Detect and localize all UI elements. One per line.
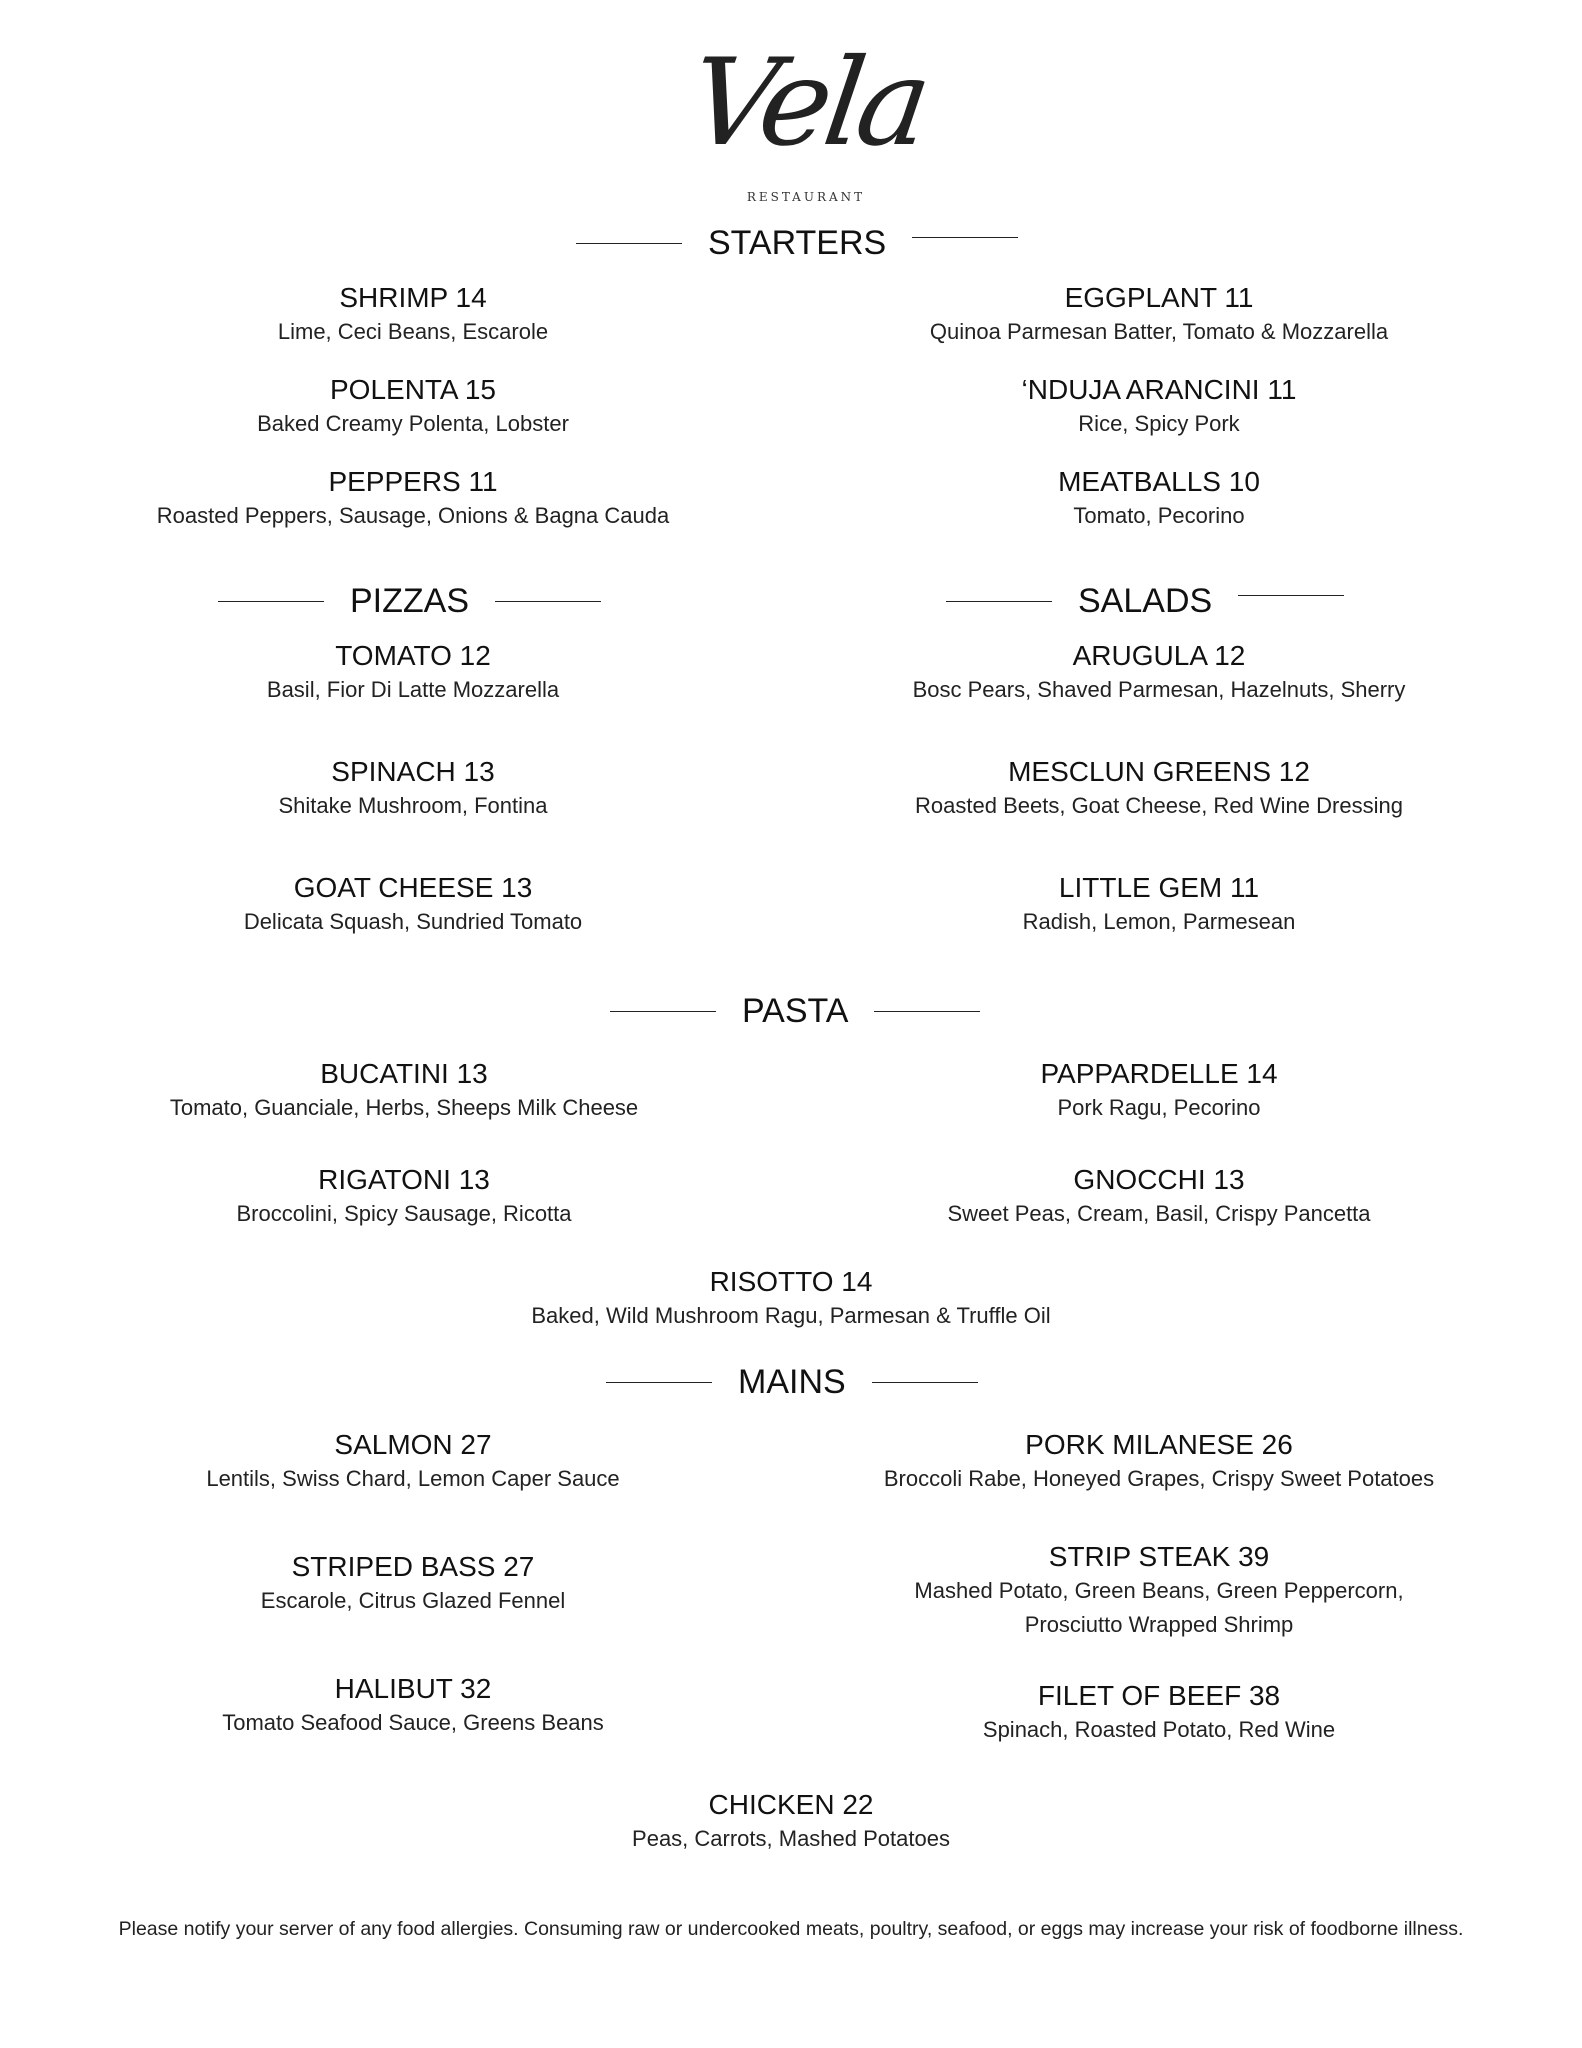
item-name: SHRIMP 14 [339, 282, 487, 313]
menu-item [100, 1428, 726, 1496]
item-description: Rice, Spicy Pork [1078, 411, 1240, 436]
section-title-pizzas: PIZZAS [350, 582, 470, 620]
menu-item [846, 1428, 1472, 1496]
menu-item [100, 755, 726, 823]
logo-subtitle: RESTAURANT [746, 190, 866, 204]
item-name: RIGATONI 13 [318, 1164, 490, 1195]
item-name: MEATBALLS 10 [1058, 466, 1260, 497]
menu-item [846, 1679, 1472, 1747]
section-title-pasta: PASTA [742, 992, 849, 1030]
item-description: Radish, Lemon, Parmesean [1022, 909, 1296, 934]
divider-line [576, 243, 682, 244]
menu-item [100, 465, 726, 533]
divider-line [606, 1382, 712, 1383]
item-description: Sweet Peas, Cream, Basil, Crispy Pancetta [947, 1201, 1371, 1226]
divider-line [218, 601, 324, 602]
menu-item [846, 281, 1472, 349]
item-name: GNOCCHI 13 [1073, 1164, 1245, 1195]
section-header-starters [576, 223, 1018, 263]
item-name: LITTLE GEM 11 [1058, 872, 1260, 903]
item-name: ARUGULA 12 [1072, 640, 1246, 671]
menu-item [100, 281, 726, 349]
allergy-notice: Please notify your server of any food allergies. Consuming raw or undercooked meats, poultry, seafood, or eggs may increase your risk of foodborne illness. [118, 1918, 1464, 1940]
section-header-mains [606, 1362, 978, 1402]
menu-item [391, 1265, 1191, 1333]
item-description: Roasted Peppers, Sausage, Onions & Bagna Cauda [156, 503, 670, 528]
section-title-salads: SALADS [1078, 582, 1213, 620]
item-name: PORK MILANESE 26 [1025, 1429, 1293, 1460]
item-name: POLENTA 15 [329, 374, 496, 405]
logo-script-wordmark: Vela [681, 34, 934, 173]
item-name: MESCLUN GREENS 12 [1008, 756, 1310, 787]
divider-line [946, 601, 1052, 602]
menu-item [846, 1163, 1472, 1231]
menu-item [100, 1057, 708, 1125]
section-title-starters: STARTERS [708, 224, 887, 262]
item-description: Lime, Ceci Beans, Escarole [277, 319, 549, 344]
item-description: Baked, Wild Mushroom Ragu, Parmesan & Truffle Oil [531, 1303, 1051, 1328]
item-name: TOMATO 12 [335, 640, 491, 671]
menu-item [846, 639, 1472, 707]
item-description: Bosc Pears, Shaved Parmesan, Hazelnuts, Sherry [912, 677, 1406, 702]
item-name: ‘NDUJA ARANCINI 11 [1021, 374, 1297, 405]
divider-line [874, 1011, 980, 1012]
divider-line [872, 1382, 978, 1383]
menu-item [100, 1550, 726, 1618]
menu-item [100, 871, 726, 939]
item-description: Escarole, Citrus Glazed Fennel [260, 1588, 566, 1613]
menu-item [846, 373, 1472, 441]
item-description: Broccolini, Spicy Sausage, Ricotta [236, 1201, 572, 1226]
section-title-mains: MAINS [738, 1363, 846, 1401]
item-name: STRIP STEAK 39 [1048, 1541, 1270, 1572]
menu-item [846, 871, 1472, 939]
item-description: Peas, Carrots, Mashed Potatoes [632, 1826, 950, 1851]
item-name: HALIBUT 32 [334, 1673, 492, 1704]
section-header-pasta [610, 991, 980, 1031]
item-description: Tomato, Guanciale, Herbs, Sheeps Milk Cheese [169, 1095, 639, 1120]
item-description: Tomato, Pecorino [1073, 503, 1245, 528]
item-description: Roasted Beets, Goat Cheese, Red Wine Dressing [915, 793, 1403, 818]
item-name: STRIPED BASS 27 [291, 1551, 535, 1582]
item-description: Tomato Seafood Sauce, Greens Beans [222, 1710, 604, 1735]
menu-item [100, 1163, 708, 1231]
item-name: FILET OF BEEF 38 [1037, 1680, 1281, 1711]
menu-item [100, 373, 726, 441]
item-description: Quinoa Parmesan Batter, Tomato & Mozzarella [929, 319, 1389, 344]
item-description: Baked Creamy Polenta, Lobster [257, 411, 569, 436]
item-name: RISOTTO 14 [709, 1266, 873, 1297]
item-description: Spinach, Roasted Potato, Red Wine [982, 1717, 1336, 1742]
item-description-line-2: Prosciutto Wrapped Shrimp [1024, 1612, 1294, 1637]
menu-item [100, 1672, 726, 1740]
item-name: CHICKEN 22 [708, 1789, 874, 1820]
divider-line [1238, 595, 1344, 596]
divider-line [912, 237, 1018, 238]
item-name: SALMON 27 [334, 1429, 492, 1460]
section-header-pizzas [218, 581, 601, 621]
menu-item [846, 1057, 1472, 1125]
divider-line [495, 601, 601, 602]
item-name: PAPPARDELLE 14 [1040, 1058, 1278, 1089]
item-description: Shitake Mushroom, Fontina [278, 793, 548, 818]
divider-line [610, 1011, 716, 1012]
item-description: Basil, Fior Di Latte Mozzarella [266, 677, 560, 702]
item-description: Lentils, Swiss Chard, Lemon Caper Sauce [206, 1466, 620, 1491]
menu-item [846, 1540, 1472, 1642]
item-name: GOAT CHEESE 13 [293, 872, 533, 903]
item-description: Pork Ragu, Pecorino [1057, 1095, 1261, 1120]
item-description: Broccoli Rabe, Honeyed Grapes, Crispy Sweet Potatoes [883, 1466, 1435, 1491]
item-name: SPINACH 13 [331, 756, 495, 787]
restaurant-logo [681, 14, 934, 214]
menu-item [846, 755, 1472, 823]
item-description: Delicata Squash, Sundried Tomato [243, 909, 583, 934]
item-name: EGGPLANT 11 [1064, 282, 1254, 313]
item-name: PEPPERS 11 [328, 466, 498, 497]
section-header-salads [946, 581, 1344, 621]
item-description: Mashed Potato, Green Beans, Green Peppercorn, [914, 1578, 1404, 1603]
menu-item [100, 639, 726, 707]
item-name: BUCATINI 13 [320, 1058, 488, 1089]
menu-item [846, 465, 1472, 533]
menu-item [391, 1788, 1191, 1856]
